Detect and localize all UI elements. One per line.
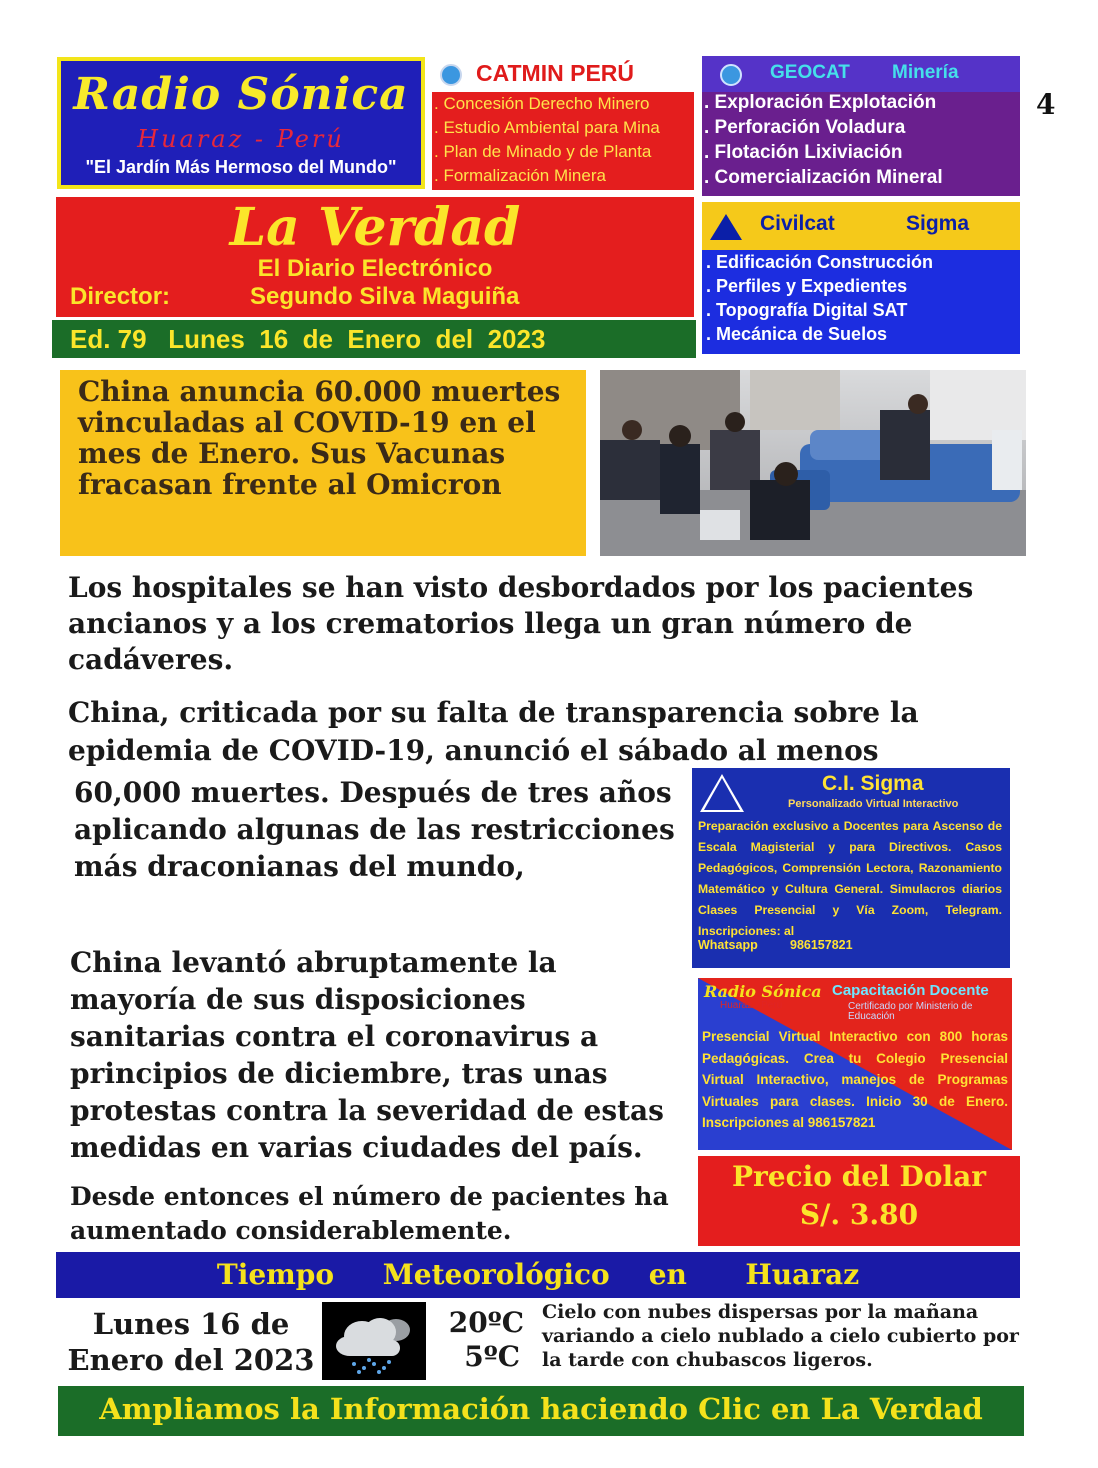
dollar-title: Precio del Dolar — [732, 1160, 986, 1193]
cloud-rain-icon — [322, 1302, 426, 1380]
sigma-ad-subtitle: Personalizado Virtual Interactivo — [788, 798, 959, 810]
capa-subtitle: Certificado por Ministerio de Educación — [848, 1001, 973, 1022]
la-verdad-masthead[interactable] — [56, 197, 694, 317]
director-name: Segundo Silva Maguiña — [250, 283, 520, 310]
sigma-logo-inner — [704, 778, 740, 810]
masthead-subtitle: El Diario Electrónico — [257, 255, 493, 282]
geocat-item: . Perforación Voladura — [704, 117, 906, 138]
geocat-dot-icon — [720, 64, 742, 86]
footer-link[interactable]: Ampliamos la Información haciendo Clic en La Verdad — [99, 1392, 983, 1426]
civilcat-item: . Edificación Construcción — [706, 252, 934, 272]
edition-date: Ed. 79 Lunes 16 de Enero del 2023 — [70, 324, 546, 354]
civilcat-services — [702, 250, 1020, 354]
page-number: 4 — [1036, 88, 1056, 121]
dollar-price-box — [698, 1156, 1020, 1246]
temperature-high: 20ºC — [448, 1306, 524, 1339]
capa-brand: Radio Sónica — [704, 982, 822, 1001]
hospital-photo — [600, 370, 1026, 556]
article-paragraph: Los hospitales se han visto desbordados por los pacientes ancianos y a los crematorios llega un gran número de cadáveres. — [68, 571, 974, 676]
edition-bar — [52, 320, 696, 358]
director-label: Director: — [70, 283, 171, 310]
geocat-item: . Exploración Explotación — [704, 92, 937, 113]
catmin-item: . Formalización Minera — [434, 166, 606, 185]
capa-brand-sub: Huaraz - Perú — [720, 1000, 783, 1011]
civilcat-header — [702, 202, 1020, 250]
article-paragraph: China levantó abruptamente la mayoría de sus disposiciones sanitarias contra el coronavirus a principios de diciembre, tras unas protestas contra la severidad de estas medidas en varias ciudades del país. — [70, 946, 664, 1164]
ci-sigma-ad[interactable] — [692, 768, 1010, 968]
geocat-header — [702, 56, 1020, 92]
catmin-title: CATMIN PERÚ — [476, 60, 635, 86]
article-paragraph: China, criticada por su falta de transparencia sobre la epidemia de COVID-19, anunció el sábado al menos — [68, 696, 919, 767]
article-paragraph: 60,000 muertes. Después de tres años aplicando algunas de las restricciones más draconianas del mundo, — [74, 776, 675, 883]
radio-slogan: "El Jardín Más Hermoso del Mundo" — [85, 157, 397, 177]
weather-banner — [56, 1252, 1020, 1298]
triangle-icon — [710, 214, 742, 240]
sigma-ad-title: C.I. Sigma — [822, 772, 924, 795]
geocat-panel — [702, 56, 1020, 196]
headline: China anuncia 60.000 muertes vinculadas al COVID-19 en el mes de Enero. Sus Vacunas fracasan frente al Omicron — [78, 375, 561, 501]
catmin-item: . Estudio Ambiental para Mina — [434, 118, 660, 137]
radio-subtitle: Huaraz - Perú — [137, 125, 345, 153]
civilcat-title: Civilcat — [760, 212, 835, 235]
sigma-ad-body: Preparación exclusivo a Docentes para Ascenso de Escala Magisterial y para Directivos. Casos Pedagógicos, Comprensión Lectora, Razonamiento Matemático y Cultura General. Simulacros diarios Clases Presencial y Vía Zoom, Telegram. Inscripciones: al — [698, 819, 1002, 938]
civilcat-title-sigma: Sigma — [906, 212, 970, 235]
headline-box — [60, 370, 586, 556]
geocat-item: . Flotación Lixiviación — [704, 142, 903, 163]
capacitacion-docente-ad[interactable] — [698, 978, 1012, 1150]
catmin-services — [432, 92, 694, 190]
catmin-item: . Plan de Minado y de Planta — [434, 142, 652, 161]
weather-description: Cielo con nubes dispersas por la mañana variando a cielo nublado a cielo cubierto por la tarde con chubascos ligeros. — [542, 1301, 1019, 1371]
footer-link-bar[interactable] — [58, 1386, 1024, 1436]
weather-title: Tiempo Meteorológico en Huaraz — [216, 1258, 860, 1291]
geocat-title-mineria: Minería — [892, 62, 959, 83]
sigma-whatsapp-label: Whatsapp — [698, 938, 758, 952]
masthead-title[interactable]: La Verdad — [229, 197, 521, 258]
radio-sonica-banner — [57, 57, 425, 189]
geocat-item: . Comercialización Mineral — [704, 167, 943, 188]
geocat-title: GEOCAT — [770, 62, 850, 83]
catmin-dot-icon — [440, 64, 462, 86]
sigma-whatsapp-number: 986157821 — [790, 938, 853, 952]
capa-title: Capacitación Docente — [832, 982, 989, 999]
weather-date: Lunes 16 de Enero del 2023 — [67, 1307, 315, 1377]
civilcat-item: . Topografía Digital SAT — [706, 300, 908, 320]
dollar-value: S/. 3.80 — [799, 1198, 919, 1231]
radio-title: Radio Sónica — [73, 69, 409, 120]
catmin-header — [432, 60, 694, 90]
capa-body: Presencial Virtual Interactivo con 800 horas Pedagógicas. Crea tu Colegio Presencial Virtual Interactivo, manejos de Programas Virtuales para clases. Inicio 30 de Enero. Inscripciones al 986157821 — [702, 1029, 1008, 1130]
temperature-low: 5ºC — [464, 1340, 520, 1373]
article-paragraph: Desde entonces el número de pacientes ha aumentado considerablemente. — [70, 1182, 669, 1245]
civilcat-item: . Mecánica de Suelos — [706, 324, 888, 344]
catmin-item: . Concesión Derecho Minero — [434, 94, 650, 113]
civilcat-item: . Perfiles y Expedientes — [706, 276, 908, 296]
